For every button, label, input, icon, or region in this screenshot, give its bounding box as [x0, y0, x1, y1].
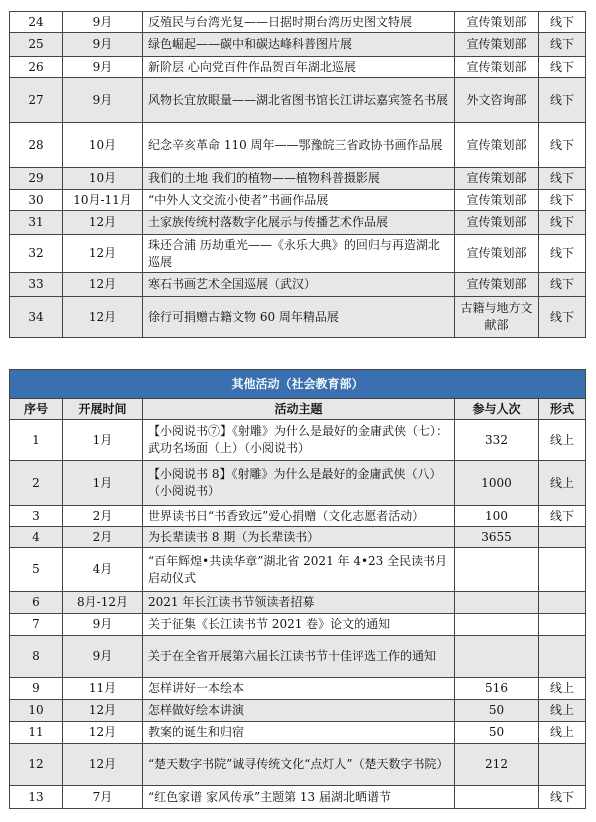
row-mode: 线下 — [539, 57, 586, 78]
row-topic: 反殖民与台湾光复——日据时期台湾历史图文特展 — [143, 12, 455, 33]
table-row — [10, 78, 586, 123]
row-mode: 线下 — [539, 211, 586, 235]
row-time: 12月 — [63, 211, 143, 235]
row-topic: “楚天数字书院”诚寻传统文化“点灯人”（楚天数字书院） — [143, 744, 455, 786]
row-number: 13 — [10, 786, 63, 809]
row-count: 516 — [455, 678, 539, 700]
row-department: 宣传策划部 — [455, 123, 539, 168]
row-mode: 线上 — [539, 678, 586, 700]
header-number: 序号 — [10, 399, 63, 420]
table-row — [10, 273, 586, 297]
table-row — [10, 722, 586, 744]
row-topic: 徐行可捐赠古籍文物 60 周年精品展 — [143, 297, 455, 338]
table-row — [10, 786, 586, 809]
row-topic: 为长辈读书 8 期（为长辈读书） — [143, 527, 455, 548]
row-number: 33 — [10, 273, 63, 297]
row-department: 宣传策划部 — [455, 273, 539, 297]
row-count — [455, 614, 539, 636]
row-time: 9月 — [63, 57, 143, 78]
header-count: 参与人次 — [455, 399, 539, 420]
row-time: 12月 — [63, 700, 143, 722]
row-department: 古籍与地方文献部 — [455, 297, 539, 338]
row-number: 24 — [10, 12, 63, 33]
row-time: 12月 — [63, 297, 143, 338]
table-row — [10, 744, 586, 786]
table-row — [10, 592, 586, 614]
table-title: 其他活动（社会教育部） — [10, 370, 586, 399]
row-mode: 线下 — [539, 168, 586, 190]
row-number: 32 — [10, 235, 63, 273]
row-number: 31 — [10, 211, 63, 235]
row-topic: 【小阅说书 8】《射雕》为什么是最好的金庸武侠（八）（小阅说书） — [143, 461, 455, 506]
row-time: 10月 — [63, 123, 143, 168]
row-time: 7月 — [63, 786, 143, 809]
row-department: 宣传策划部 — [455, 211, 539, 235]
row-number: 8 — [10, 636, 63, 678]
row-count — [455, 636, 539, 678]
row-mode — [539, 548, 586, 592]
row-time: 9月 — [63, 12, 143, 33]
row-topic: “红色家谱 家风传承”主题第 13 届湖北晒谱节 — [143, 786, 455, 809]
row-topic: 关于在全省开展第六届长江读书节十佳评选工作的通知 — [143, 636, 455, 678]
row-time: 1月 — [63, 420, 143, 461]
row-mode: 线上 — [539, 700, 586, 722]
row-mode: 线下 — [539, 273, 586, 297]
table-row — [10, 12, 586, 33]
table-row — [10, 168, 586, 190]
row-number: 1 — [10, 420, 63, 461]
row-mode: 线下 — [539, 12, 586, 33]
row-time: 9月 — [63, 636, 143, 678]
row-number: 30 — [10, 190, 63, 211]
row-mode: 线下 — [539, 78, 586, 123]
row-mode — [539, 744, 586, 786]
row-department: 宣传策划部 — [455, 235, 539, 273]
row-department: 宣传策划部 — [455, 12, 539, 33]
row-time: 12月 — [63, 273, 143, 297]
row-number: 28 — [10, 123, 63, 168]
table-row — [10, 636, 586, 678]
table-row — [10, 235, 586, 273]
exhibition-table — [9, 11, 586, 338]
row-number: 11 — [10, 722, 63, 744]
row-topic: 2021 年长江读书节领读者招募 — [143, 592, 455, 614]
header-time: 开展时间 — [63, 399, 143, 420]
table-row — [10, 614, 586, 636]
row-mode: 线上 — [539, 420, 586, 461]
table-row — [10, 506, 586, 527]
row-number: 6 — [10, 592, 63, 614]
table-row — [10, 678, 586, 700]
row-topic: 世界读书日“书香致远”爱心捐赠（文化志愿者活动） — [143, 506, 455, 527]
row-count: 100 — [455, 506, 539, 527]
row-number: 5 — [10, 548, 63, 592]
row-count — [455, 592, 539, 614]
row-time: 10月-11月 — [63, 190, 143, 211]
row-time: 12月 — [63, 744, 143, 786]
row-department: 宣传策划部 — [455, 57, 539, 78]
row-number: 29 — [10, 168, 63, 190]
row-mode: 线上 — [539, 461, 586, 506]
row-count: 3655 — [455, 527, 539, 548]
row-topic: 绿色崛起——碳中和碳达峰科普图片展 — [143, 33, 455, 57]
row-topic: 【小阅说书⑦】《射雕》为什么是最好的金庸武侠（七）：武功名场面（上）（小阅说书） — [143, 420, 455, 461]
row-time: 10月 — [63, 168, 143, 190]
row-time: 1月 — [63, 461, 143, 506]
table-row — [10, 297, 586, 338]
row-time: 8月-12月 — [63, 592, 143, 614]
row-department: 宣传策划部 — [455, 190, 539, 211]
row-time: 12月 — [63, 235, 143, 273]
row-topic: 纪念辛亥革命 110 周年——鄂豫皖三省政协书画作品展 — [143, 123, 455, 168]
row-number: 4 — [10, 527, 63, 548]
row-time: 2月 — [63, 527, 143, 548]
row-time: 2月 — [63, 506, 143, 527]
row-topic: “中外人文交流小使者”书画作品展 — [143, 190, 455, 211]
row-time: 4月 — [63, 548, 143, 592]
row-mode: 线下 — [539, 33, 586, 57]
table-row — [10, 190, 586, 211]
table-row — [10, 420, 586, 461]
row-mode — [539, 636, 586, 678]
row-count: 1000 — [455, 461, 539, 506]
row-number: 12 — [10, 744, 63, 786]
row-number: 7 — [10, 614, 63, 636]
row-mode: 线下 — [539, 235, 586, 273]
row-mode: 线下 — [539, 123, 586, 168]
row-department: 宣传策划部 — [455, 33, 539, 57]
row-number: 10 — [10, 700, 63, 722]
row-topic: “百年辉煌•共读华章”湖北省 2021 年 4•23 全民读书月启动仪式 — [143, 548, 455, 592]
table-row — [10, 123, 586, 168]
row-number: 9 — [10, 678, 63, 700]
row-mode — [539, 614, 586, 636]
row-time: 11月 — [63, 678, 143, 700]
row-mode: 线下 — [539, 190, 586, 211]
row-topic: 风物长宜放眼量——湖北省图书馆长江讲坛嘉宾签名书展 — [143, 78, 455, 123]
row-count — [455, 786, 539, 809]
row-topic: 怎样讲好一本绘本 — [143, 678, 455, 700]
table-row — [10, 527, 586, 548]
table-row — [10, 461, 586, 506]
row-topic: 珠还合浦 历劫重光——《永乐大典》的回归与再造湖北巡展 — [143, 235, 455, 273]
table-row — [10, 57, 586, 78]
header-topic: 活动主题 — [143, 399, 455, 420]
row-number: 34 — [10, 297, 63, 338]
row-mode: 线下 — [539, 297, 586, 338]
row-count: 212 — [455, 744, 539, 786]
row-number: 26 — [10, 57, 63, 78]
table-row — [10, 33, 586, 57]
row-number: 3 — [10, 506, 63, 527]
row-count: 50 — [455, 722, 539, 744]
row-topic: 我们的土地 我们的植物——植物科普摄影展 — [143, 168, 455, 190]
row-department: 外文咨询部 — [455, 78, 539, 123]
row-number: 25 — [10, 33, 63, 57]
header-mode: 形式 — [539, 399, 586, 420]
row-mode: 线上 — [539, 722, 586, 744]
row-topic: 怎样做好绘本讲演 — [143, 700, 455, 722]
row-time: 12月 — [63, 722, 143, 744]
row-time: 9月 — [63, 614, 143, 636]
table-row — [10, 211, 586, 235]
row-topic: 寒石书画艺术全国巡展（武汉） — [143, 273, 455, 297]
row-time: 9月 — [63, 78, 143, 123]
row-topic: 教案的诞生和归宿 — [143, 722, 455, 744]
row-count: 50 — [455, 700, 539, 722]
row-number: 2 — [10, 461, 63, 506]
row-number: 27 — [10, 78, 63, 123]
other-activities-table — [9, 369, 586, 809]
row-mode: 线下 — [539, 786, 586, 809]
table-row — [10, 700, 586, 722]
row-topic: 土家族传统村落数字化展示与传播艺术作品展 — [143, 211, 455, 235]
row-count — [455, 548, 539, 592]
row-topic: 新阶层 心向党百件作品贺百年湖北巡展 — [143, 57, 455, 78]
row-time: 9月 — [63, 33, 143, 57]
row-mode — [539, 527, 586, 548]
table-row — [10, 548, 586, 592]
row-mode: 线下 — [539, 506, 586, 527]
row-count: 332 — [455, 420, 539, 461]
row-topic: 关于征集《长江读书节 2021 卷》论文的通知 — [143, 614, 455, 636]
row-department: 宣传策划部 — [455, 168, 539, 190]
row-mode — [539, 592, 586, 614]
